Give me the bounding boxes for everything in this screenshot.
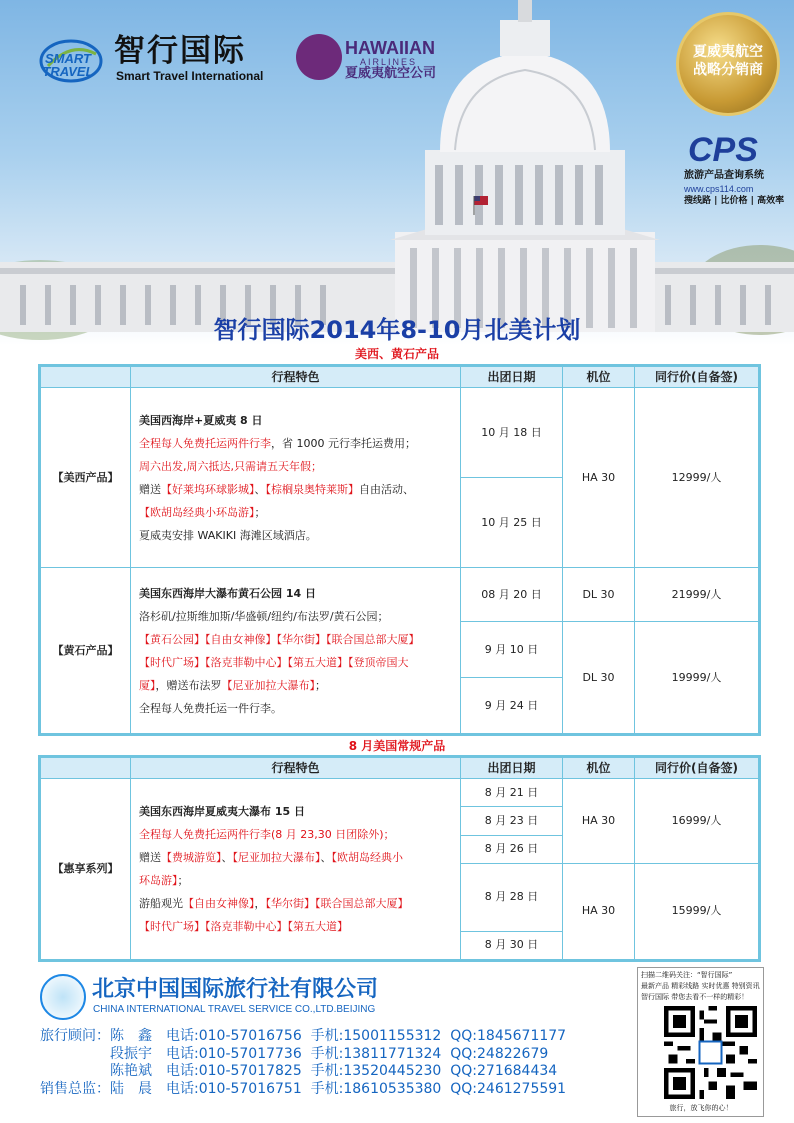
badge-line-1: 夏威夷航空	[693, 44, 763, 60]
col-seat: 机位	[563, 758, 635, 779]
itinerary-text: 洛杉矶/拉斯维加斯/华盛顿/纽约/布法罗/黄石公园；	[139, 609, 389, 623]
airline-name-cn: 夏威夷航空公司	[345, 66, 437, 81]
col-date: 出团日期	[461, 758, 563, 779]
highlight-text: 周六出发,周六抵达,只需请五天年假；	[139, 459, 322, 473]
date-cell: 10 月 18 日	[461, 388, 563, 478]
seat-cell: DL 30	[563, 568, 635, 622]
itinerary-line	[139, 501, 452, 524]
highlight-text: 【棕榈泉奥特莱斯】	[265, 482, 359, 496]
itinerary-line	[139, 892, 452, 915]
itinerary-line	[139, 432, 452, 455]
itinerary-lines	[139, 605, 452, 720]
price-cell: 15999/人	[635, 863, 759, 959]
table-row	[41, 779, 759, 807]
itinerary-text: ，	[254, 897, 266, 910]
itinerary-line	[139, 846, 452, 869]
col-itinerary: 行程特色	[131, 758, 461, 779]
contact-line: 旅行顾问：陈 鑫 电话:010-57016756 手机:15001155312 QQ:1845671177	[40, 1028, 567, 1044]
itinerary-text: 赠送	[139, 482, 161, 496]
highlight-text: 【欧胡岛经典小环岛游】	[139, 505, 255, 519]
company-name-cn: 北京中国国际旅行社有限公司	[92, 977, 379, 1002]
date-cell: 8 月 28 日	[461, 863, 563, 931]
col-empty	[41, 758, 131, 779]
highlight-text: 【好莱坞环球影城】	[161, 482, 255, 496]
col-price: 同行价(自备签)	[635, 367, 759, 388]
qr-text-1: 扫描二维码关注：“智行国际”	[641, 971, 733, 979]
itinerary-line	[139, 915, 452, 938]
airline-name: HAWAIIAN	[345, 38, 435, 58]
highlight-text: 【尼亚加拉大瀑布】	[232, 851, 321, 864]
cps-url[interactable]: www.cps114.com	[684, 184, 754, 194]
itinerary-text: 赠送	[139, 851, 161, 864]
cps-features: 搜线路 | 比价格 | 高效率	[684, 196, 785, 206]
highlight-text: 【华尔街】	[265, 897, 315, 910]
itinerary-text: ；	[315, 678, 326, 692]
brand-name-cn: 智行国际	[114, 33, 246, 69]
date-cell: 8 月 26 日	[461, 835, 563, 863]
itinerary-title: 美国西海岸+夏威夷 8 日	[139, 413, 263, 427]
highlight-text: 【尼亚加拉大瀑布】	[221, 678, 315, 692]
highlight-text: 环岛游】	[139, 874, 178, 887]
table-header-row	[41, 367, 759, 388]
contact-line: 陈艳斌 电话:010-57017825 手机:13520445230 QQ:271684434	[40, 1063, 558, 1079]
highlight-text: 【黄石公园】【自由女神像】【华尔街】【联合国总部大厦】	[139, 632, 420, 646]
qr-text-2: 最新产品 精彩线路 实时优惠 特别资讯	[641, 982, 760, 990]
seat-cell: DL 30	[563, 622, 635, 734]
contact-line: 销售总监：陆 晨 电话:010-57016751 手机:18610535380 QQ:2461275591	[40, 1081, 567, 1097]
itinerary-line	[139, 605, 452, 628]
highlight-text: 【联合国总部大厦】	[315, 897, 409, 910]
airline-sub: AIRLINES	[360, 57, 418, 67]
itinerary-line	[139, 823, 452, 846]
date-cell: 08 月 20 日	[461, 568, 563, 622]
itinerary-text: 全程每人免费托运一件行李。	[139, 701, 282, 715]
itinerary-text: ；	[177, 874, 189, 887]
itinerary-text: 、	[254, 482, 266, 496]
itinerary-text: 自由活动、	[359, 482, 414, 496]
category-cell: 【黄石产品】	[41, 568, 131, 734]
highlight-text: 厦】	[139, 678, 156, 692]
cps-tagline: 旅游产品查询系统	[684, 170, 764, 181]
col-price: 同行价(自备签)	[635, 758, 759, 779]
product-table-2	[38, 755, 761, 962]
badge-line-2: 战略分销商	[693, 62, 763, 78]
highlight-text: 【时代广场】【洛克菲勒中心】【第五大道】【登顶帝国大	[139, 655, 409, 669]
itinerary-text: 游船观光	[139, 897, 183, 910]
itinerary-text: 、	[221, 851, 233, 864]
cits-logo-icon	[40, 974, 86, 1020]
highlight-text: 【自由女神像】	[183, 897, 255, 910]
date-cell: 9 月 24 日	[461, 678, 563, 734]
itinerary-text: ，省 1000 元行李托运费用；	[271, 436, 416, 450]
itinerary-cell	[131, 388, 461, 568]
seat-cell: HA 30	[563, 388, 635, 568]
qr-text-3: 智行国际 带您去看不一样的精彩！	[641, 993, 749, 1001]
hawaiian-airlines-logo-icon	[296, 34, 342, 80]
page-title: 智行国际2014年8-10月北美计划	[213, 316, 581, 344]
brand-name-en: Smart Travel International	[116, 69, 264, 83]
seat-cell: HA 30	[563, 779, 635, 864]
highlight-text: 【欧胡岛经典小	[331, 851, 403, 864]
itinerary-text: ，赠送布法罗	[155, 678, 222, 692]
itinerary-line	[139, 628, 452, 651]
itinerary-line	[139, 455, 452, 478]
table-row	[41, 568, 759, 622]
category-cell: 【惠享系列】	[41, 779, 131, 960]
col-empty	[41, 367, 131, 388]
category-cell: 【美西产品】	[41, 388, 131, 568]
date-cell: 9 月 10 日	[461, 622, 563, 678]
qr-code-icon[interactable]	[664, 1006, 757, 1099]
itinerary-title: 美国东西海岸大瀑布黄石公园 14 日	[139, 586, 316, 600]
date-cell: 10 月 25 日	[461, 478, 563, 568]
itinerary-line	[139, 524, 452, 547]
col-itinerary: 行程特色	[131, 367, 461, 388]
itinerary-text: 夏威夷安排 WAKIKI 海滩区域酒店。	[139, 528, 317, 542]
date-cell: 8 月 21 日	[461, 779, 563, 807]
highlight-text: 全程每人免费托运两件行李	[139, 436, 271, 450]
price-cell: 12999/人	[635, 388, 759, 568]
col-seat: 机位	[563, 367, 635, 388]
highlight-text: 全程每人免费托运两件行李(8 月 23,30 日团除外)；	[139, 828, 395, 841]
qr-caption: 旅行，放飞你的心！	[669, 1104, 733, 1112]
table-row	[41, 388, 759, 478]
itinerary-line	[139, 697, 452, 720]
section-1-heading: 美西、黄石产品	[354, 347, 439, 361]
company-name-en: CHINA INTERNATIONAL TRAVEL SERVICE CO.,LTD.BEIJING	[93, 1004, 376, 1015]
cps-logo: CPS	[688, 131, 758, 169]
highlight-text: 【时代广场】【洛克菲勒中心】【第五大道】	[139, 920, 348, 933]
product-table-1	[38, 364, 761, 736]
col-date: 出团日期	[461, 367, 563, 388]
seat-cell: HA 30	[563, 863, 635, 959]
itinerary-line	[139, 478, 452, 501]
smart-travel-logo-text: SMART TRAVEL	[42, 51, 94, 79]
itinerary-line	[139, 651, 452, 674]
itinerary-cell	[131, 779, 461, 960]
itinerary-lines	[139, 823, 452, 938]
contact-line: 段振宇 电话:010-57017736 手机:13811771324 QQ:24822679	[40, 1046, 549, 1062]
price-cell: 21999/人	[635, 568, 759, 622]
itinerary-line	[139, 869, 452, 892]
price-cell: 16999/人	[635, 779, 759, 864]
itinerary-line	[139, 674, 452, 697]
price-cell: 19999/人	[635, 622, 759, 734]
table-header-row	[41, 758, 759, 779]
date-cell: 8 月 23 日	[461, 807, 563, 835]
itinerary-text: ；	[254, 505, 266, 519]
highlight-text: 【费城游览】	[161, 851, 222, 864]
itinerary-text: 、	[320, 851, 332, 864]
itinerary-lines	[139, 432, 452, 547]
itinerary-cell	[131, 568, 461, 734]
itinerary-title: 美国东西海岸夏威夷大瀑布 15 日	[139, 805, 305, 818]
section-2-heading: 8 月美国常规产品	[348, 739, 446, 753]
date-cell: 8 月 30 日	[461, 931, 563, 959]
